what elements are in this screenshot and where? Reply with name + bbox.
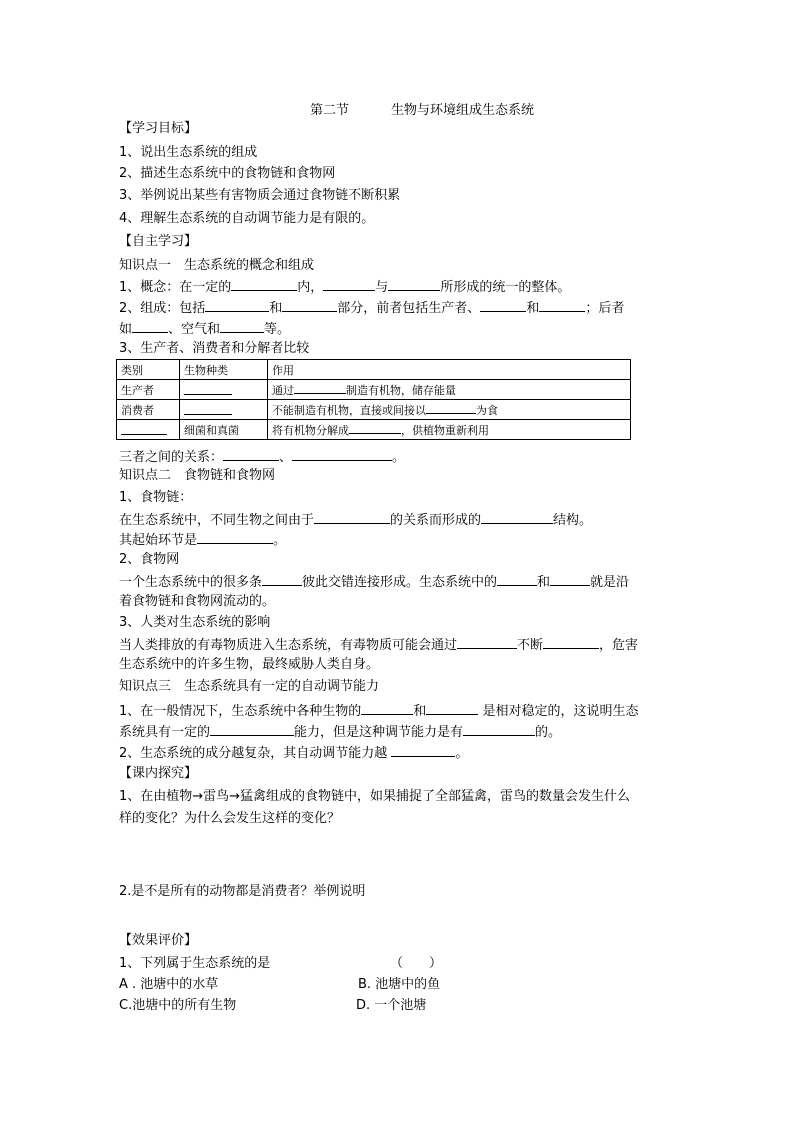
fill-blank[interactable] bbox=[361, 702, 413, 715]
kp3-title: 知识点三 生态系统具有一定的自动调节能力 bbox=[119, 679, 380, 694]
goal-item: 4、理解生态系统的自动调节能力是有限的。 bbox=[119, 211, 375, 226]
fill-blank[interactable] bbox=[457, 636, 517, 649]
section-name: 生物与环境组成生态系统 bbox=[391, 103, 535, 118]
kp2-title: 知识点二 食物链和食物网 bbox=[119, 468, 276, 483]
fill-blank[interactable] bbox=[480, 299, 526, 312]
table-cell: 消费者 bbox=[117, 400, 180, 420]
fill-blank[interactable] bbox=[426, 401, 476, 414]
food-web-line-2: 着食物链和食物网流动的。 bbox=[119, 594, 276, 609]
page-title bbox=[310, 99, 534, 118]
fill-blank[interactable] bbox=[323, 278, 375, 291]
table-cell bbox=[180, 400, 268, 420]
explore-header: 【课内探究】 bbox=[119, 766, 198, 781]
table-cell: 将有机物分解成 ，供植物重新利用 bbox=[268, 420, 631, 440]
answer-parentheses[interactable]: （ ） bbox=[390, 956, 443, 971]
fill-blank[interactable] bbox=[481, 511, 553, 524]
comparison-table bbox=[116, 359, 631, 440]
goal-item: 2、描述生态系统中的食物链和食物网 bbox=[119, 166, 336, 181]
option-a[interactable]: A . 池塘中的水草 bbox=[119, 977, 219, 992]
explore-question-1: 1、在由植物→雷鸟→猛禽组成的食物链中，如果捕捉了全部猛禽，雷鸟的数量会发生什么 bbox=[119, 789, 631, 804]
fill-blank[interactable] bbox=[282, 299, 337, 312]
food-web-heading: 2、食物网 bbox=[119, 552, 180, 567]
fill-blank[interactable] bbox=[220, 320, 264, 333]
table-header: 生物种类 bbox=[180, 360, 268, 380]
fill-blank[interactable] bbox=[205, 299, 269, 312]
option-c[interactable]: C.池塘中的所有生物 bbox=[119, 998, 237, 1013]
fill-blank[interactable] bbox=[121, 422, 167, 435]
composition-line: 2、组成：包括 和 部分，前者包括生产者、 和 ；后者 bbox=[119, 301, 625, 316]
fill-blank[interactable] bbox=[539, 299, 585, 312]
fill-blank[interactable] bbox=[262, 573, 302, 586]
kp3-line-2: 系统具有一定的 能力，但是这种调节能力是有 的。 bbox=[119, 725, 562, 740]
option-d[interactable]: D. 一个池塘 bbox=[356, 998, 427, 1013]
food-chain-heading: 1、食物链： bbox=[119, 490, 193, 505]
table-row bbox=[117, 420, 631, 440]
impact-line: 当人类排放的有毒物质进入生态系统，有毒物质可能会通过 不断 ，危害 bbox=[119, 638, 639, 653]
fill-blank[interactable] bbox=[223, 448, 279, 461]
food-chain-start: 其起始环节是 。 bbox=[119, 533, 287, 548]
fill-blank[interactable] bbox=[294, 381, 346, 394]
fill-blank[interactable] bbox=[388, 278, 440, 291]
fill-blank[interactable] bbox=[184, 402, 232, 415]
fill-blank[interactable] bbox=[210, 723, 294, 736]
kp3-line-3: 2、生态系统的成分越复杂，其自动调节能力越 。 bbox=[119, 746, 469, 761]
table-cell bbox=[180, 380, 268, 400]
fill-blank[interactable] bbox=[426, 702, 478, 715]
concept-line: 1、概念：在一定的 内， 与 所形成的统一的整体。 bbox=[119, 280, 571, 295]
fill-blank[interactable] bbox=[391, 744, 455, 757]
goal-item: 3、举例说出某些有害物质会通过食物链不断积累 bbox=[119, 188, 401, 203]
table-header: 作用 bbox=[268, 360, 631, 380]
table-cell: 生产者 bbox=[117, 380, 180, 400]
explore-question-2: 2.是不是所有的动物都是消费者？举例说明 bbox=[119, 884, 366, 899]
option-b[interactable]: B. 池塘中的鱼 bbox=[358, 977, 441, 992]
impact-line-2: 生态系统中的许多生物，最终威胁人类自身。 bbox=[119, 657, 380, 672]
table-row bbox=[117, 400, 631, 420]
compare-heading: 3、生产者、消费者和分解者比较 bbox=[119, 341, 310, 356]
kp3-line-1: 1、在一般情况下，生态系统中各种生物的 和 是相对稳定的，这说明生态 bbox=[119, 704, 639, 719]
table-cell: 通过 制造有机物，储存能量 bbox=[268, 380, 631, 400]
food-web-line: 一个生态系统中的很多条 彼此交错连接形成。生态系统中的 和 就是沿 bbox=[119, 575, 630, 590]
relation-line: 三者之间的关系： 、 。 bbox=[119, 450, 406, 465]
fill-blank[interactable] bbox=[550, 573, 590, 586]
fill-blank[interactable] bbox=[197, 531, 273, 544]
fill-blank[interactable] bbox=[231, 278, 297, 291]
explore-question-1-cont: 样的变化？为什么会发生这样的变化？ bbox=[119, 811, 341, 826]
composition-line-2: 如 、空气和 等。 bbox=[119, 322, 291, 337]
table-cell: 细菌和真菌 bbox=[180, 420, 268, 440]
table-header-row bbox=[117, 360, 631, 380]
section-number: 第二节 bbox=[310, 103, 350, 118]
table-cell: 不能制造有机物，直接或间接以 为食 bbox=[268, 400, 631, 420]
goal-item: 1、说出生态系统的组成 bbox=[119, 145, 258, 160]
fill-blank[interactable] bbox=[497, 573, 537, 586]
kp1-title: 知识点一 生态系统的概念和组成 bbox=[119, 258, 315, 273]
fill-blank[interactable] bbox=[463, 723, 535, 736]
goals-header: 【学习目标】 bbox=[119, 121, 198, 136]
evaluation-header: 【效果评价】 bbox=[119, 933, 198, 948]
table-header: 类别 bbox=[117, 360, 180, 380]
fill-blank[interactable] bbox=[349, 421, 401, 434]
evaluation-question-1: 1、下列属于生态系统的是 bbox=[119, 956, 271, 971]
fill-blank[interactable] bbox=[292, 448, 392, 461]
table-cell bbox=[117, 420, 180, 440]
table-row bbox=[117, 380, 631, 400]
impact-heading: 3、人类对生态系统的影响 bbox=[119, 615, 271, 630]
fill-blank[interactable] bbox=[184, 382, 232, 395]
fill-blank[interactable] bbox=[314, 511, 390, 524]
self-study-header: 【自主学习】 bbox=[119, 234, 198, 249]
fill-blank[interactable] bbox=[543, 636, 599, 649]
food-chain-line: 在生态系统中，不同生物之间由于 的关系而形成的 结构。 bbox=[119, 513, 593, 528]
fill-blank[interactable] bbox=[132, 320, 168, 333]
